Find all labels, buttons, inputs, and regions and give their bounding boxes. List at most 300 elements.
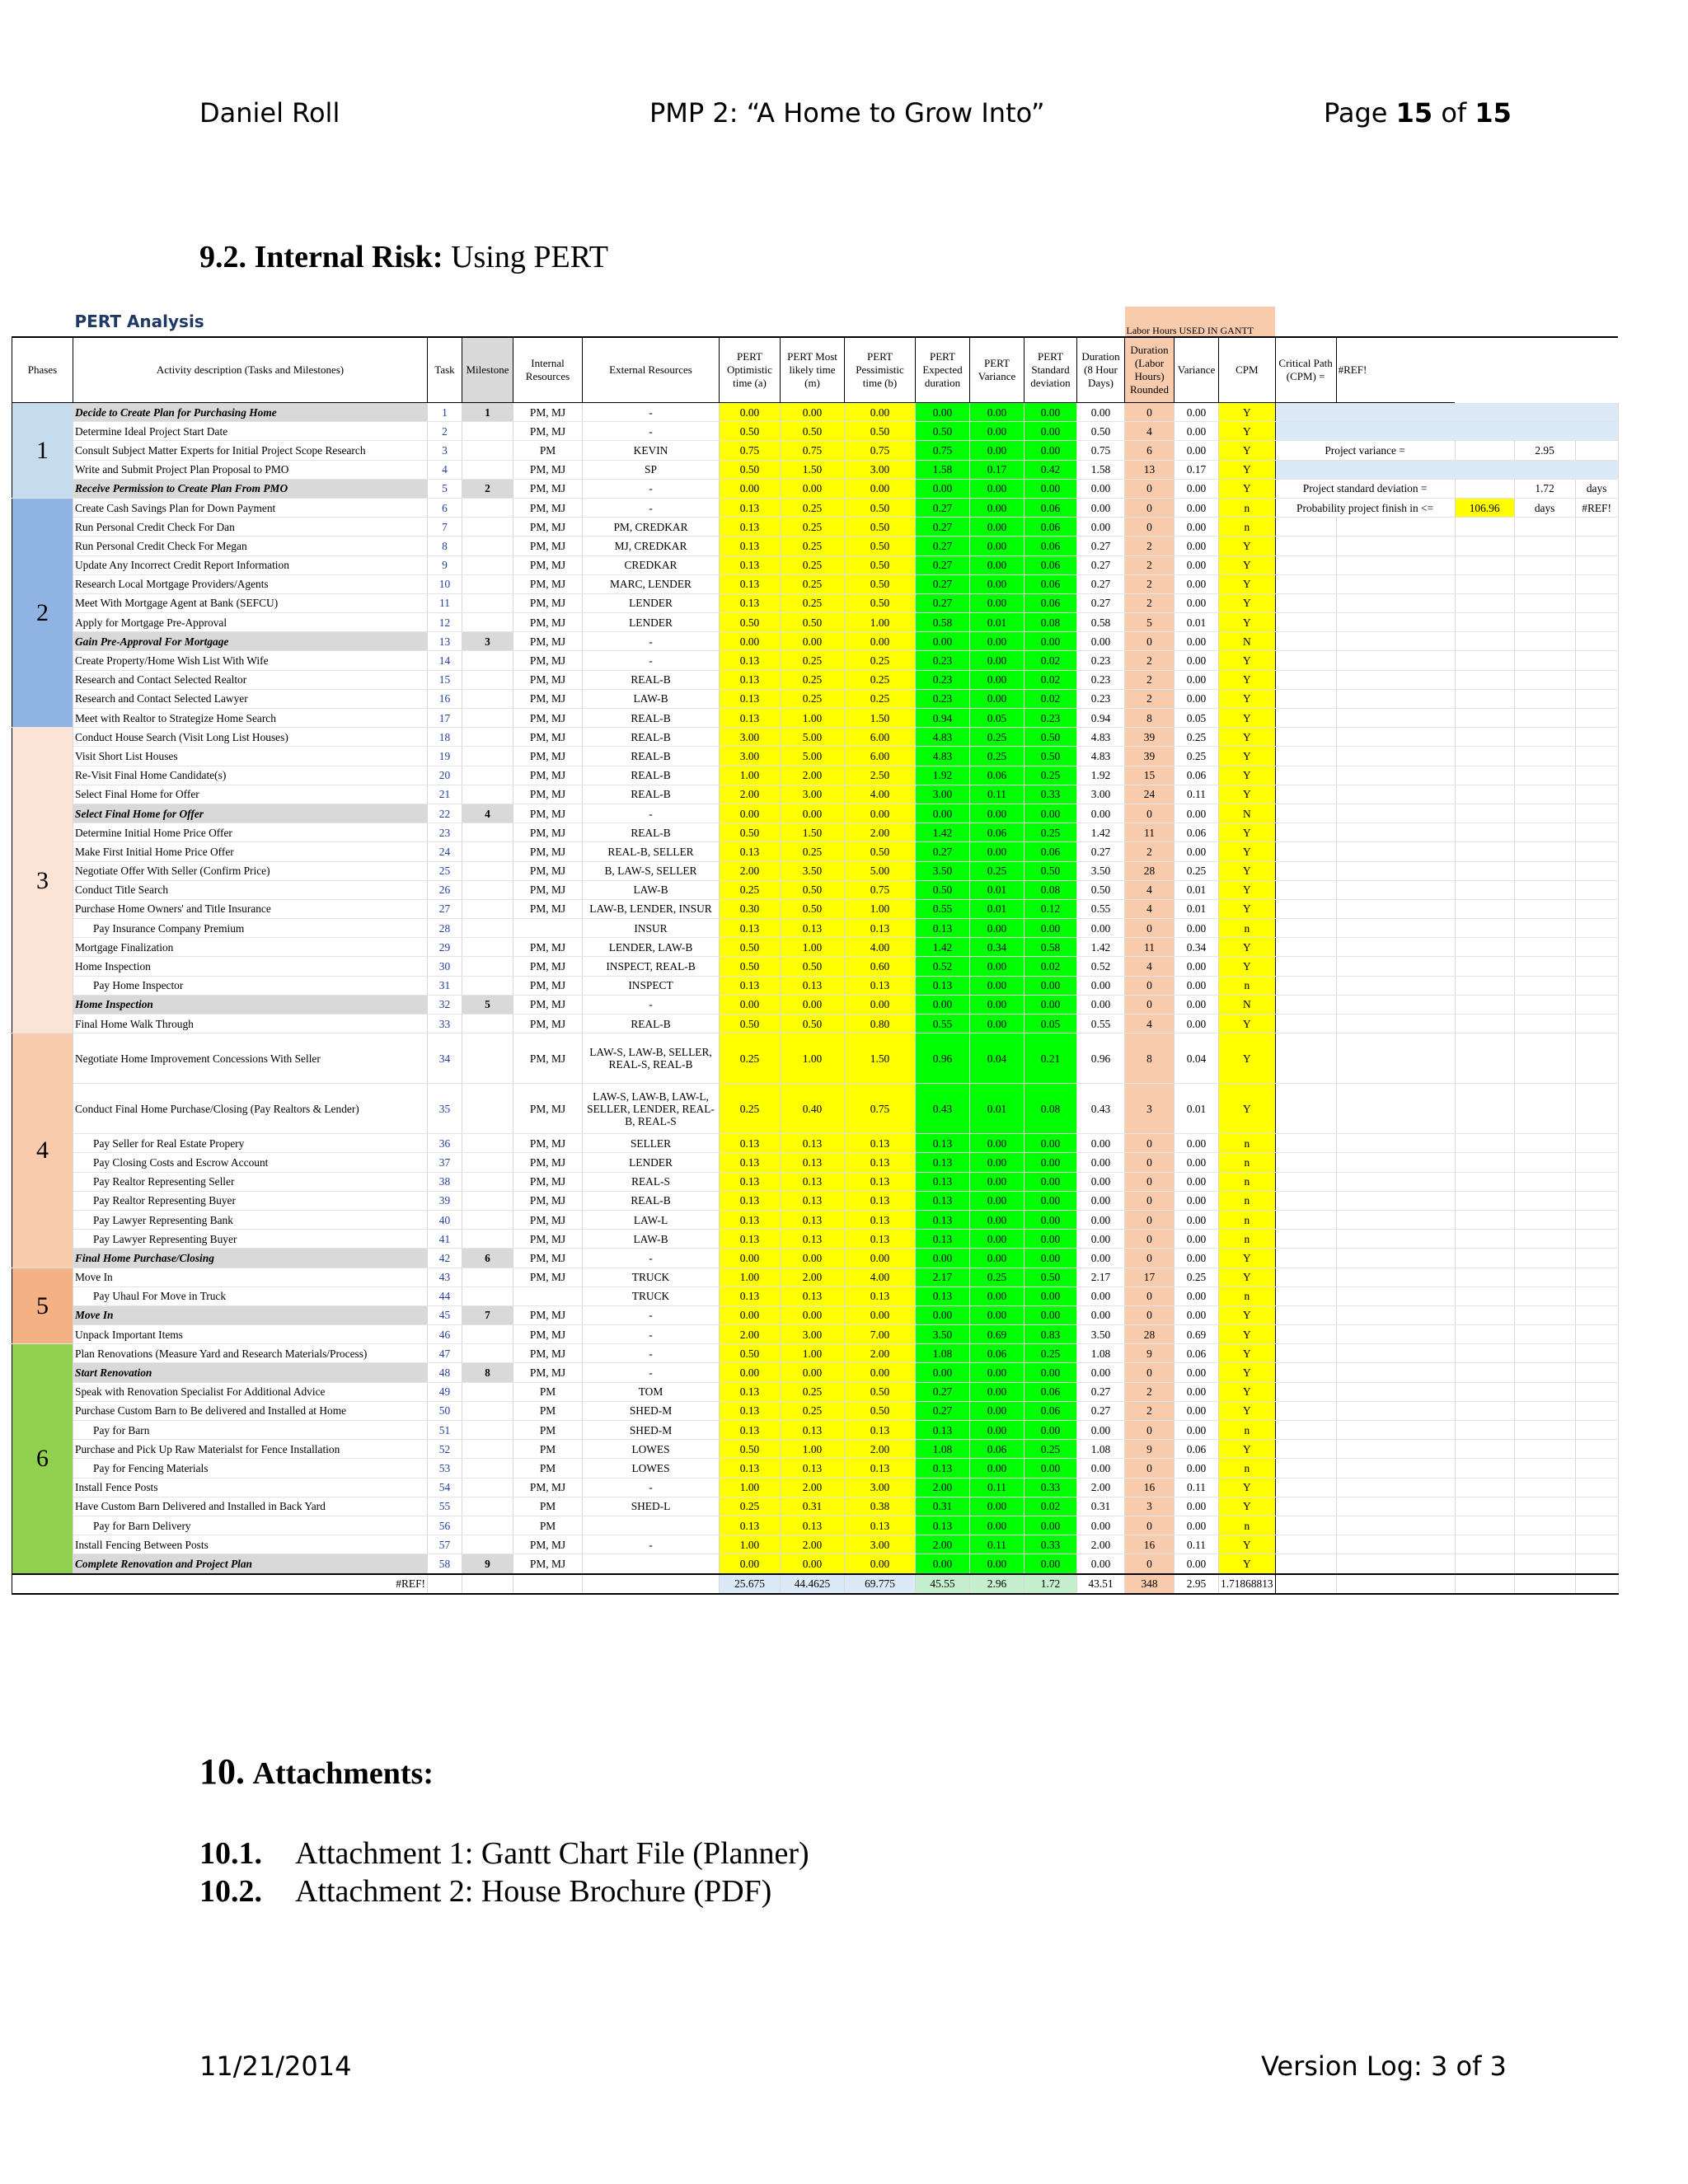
cell: TRUCK (583, 1286, 720, 1305)
cell: 0.25 (781, 518, 845, 537)
cell (1336, 1401, 1455, 1420)
cell: PM, MJ (513, 632, 583, 651)
cell: 0 (1125, 1134, 1175, 1153)
cell (1514, 1421, 1575, 1440)
cell (1575, 1497, 1618, 1516)
table-row (12, 766, 1619, 785)
activity-description: Meet With Mortgage Agent at Bank (SEFCU) (73, 593, 428, 612)
cell: Y (1219, 1249, 1276, 1268)
cell (1514, 337, 1575, 403)
cell (1575, 1172, 1618, 1191)
cell: 5.00 (845, 861, 916, 880)
cell (1514, 1516, 1575, 1535)
cell (1336, 938, 1455, 957)
cell: PM, MJ (513, 574, 583, 593)
cell: 0.21 (1025, 1033, 1077, 1084)
total-value: 44.4625 (781, 1574, 845, 1594)
cell (1275, 518, 1336, 537)
cell: 0.08 (1025, 880, 1077, 899)
cell (1455, 1382, 1514, 1401)
cell (1575, 1015, 1618, 1033)
pert-spreadsheet (12, 307, 1619, 1595)
cell (1455, 555, 1514, 574)
cell (1455, 747, 1514, 766)
cell: 1.00 (720, 766, 781, 785)
cell: 4.00 (845, 938, 916, 957)
cell (1455, 1015, 1514, 1033)
cell (462, 613, 513, 632)
cell (1275, 1421, 1336, 1440)
cell: 0.00 (720, 479, 781, 498)
cell: 0.00 (1025, 1172, 1077, 1191)
cell (1514, 880, 1575, 899)
cell: 0.31 (781, 1497, 845, 1516)
cell: n (1219, 1286, 1276, 1305)
table-row (12, 823, 1619, 842)
cell: 0.50 (845, 498, 916, 517)
cell: 3.00 (720, 747, 781, 766)
cell: 53 (428, 1459, 462, 1478)
cell: 0.00 (781, 1363, 845, 1382)
cell: 24 (428, 842, 462, 861)
cell: 0.13 (845, 1230, 916, 1249)
cell (1455, 1249, 1514, 1268)
cell: 0.30 (720, 899, 781, 918)
cell: 2.17 (916, 1268, 970, 1286)
cell: 0.50 (845, 574, 916, 593)
phase-label: 4 (12, 1033, 73, 1268)
header-project-title: PMP 2: “A Home to Grow Into” (649, 97, 1045, 129)
cell: 1.42 (916, 823, 970, 842)
column-header: Internal Resources (513, 337, 583, 403)
cell: 0.50 (845, 555, 916, 574)
cell (1455, 1459, 1514, 1478)
cell: 25 (428, 861, 462, 880)
cell (1336, 1497, 1455, 1516)
cell (462, 422, 513, 441)
days-label: days (1514, 498, 1575, 517)
cell: 0.00 (1175, 1363, 1219, 1382)
cell: - (583, 1363, 720, 1382)
cell: 0.55 (916, 899, 970, 918)
cell (462, 518, 513, 537)
cell: n (1219, 498, 1276, 517)
phase-label: 6 (12, 1344, 73, 1574)
cell: 0.25 (1025, 1440, 1077, 1459)
phase-label: 1 (12, 403, 73, 499)
cell (1514, 1210, 1575, 1229)
cell: 0.27 (1077, 1401, 1125, 1420)
cell (1514, 307, 1575, 337)
cell: 4.00 (845, 1268, 916, 1286)
cell: LENDER (583, 593, 720, 612)
cell: Y (1219, 728, 1276, 747)
cell: 0.50 (845, 593, 916, 612)
cell (513, 307, 583, 337)
cell: 0.00 (1175, 1516, 1219, 1535)
cell: 16 (428, 689, 462, 708)
cell (462, 460, 513, 479)
cell (1514, 1497, 1575, 1516)
activity-description: Visit Short List Houses (73, 747, 428, 766)
cell (462, 1516, 513, 1535)
cell: 8 (1125, 1033, 1175, 1084)
cell: 0.13 (845, 1172, 916, 1191)
table-row (12, 403, 1619, 422)
cell: 0.00 (970, 593, 1025, 612)
cell: 0.00 (1175, 555, 1219, 574)
attachment-1[interactable]: 10.1. Attachment 1: Gantt Chart File (Planner) (199, 1836, 809, 1871)
cell (1455, 1230, 1514, 1249)
cell (1275, 1268, 1336, 1286)
cell: 0.11 (970, 1535, 1025, 1554)
cell: 54 (428, 1478, 462, 1497)
activity-description: Install Fence Posts (73, 1478, 428, 1497)
cell: 0.00 (845, 804, 916, 823)
cell: 0.00 (781, 1305, 845, 1324)
cell: 0.00 (1175, 593, 1219, 612)
cell (1275, 1554, 1336, 1574)
cell: 19 (428, 747, 462, 766)
table-row (12, 747, 1619, 766)
activity-description: Research and Contact Selected Realtor (73, 670, 428, 689)
cell: LENDER (583, 1153, 720, 1172)
cell: 0 (1125, 1249, 1175, 1268)
cell: 0.00 (970, 995, 1025, 1014)
cell: Y (1219, 651, 1276, 670)
cell (1275, 1305, 1336, 1324)
cell: 0.00 (1175, 804, 1219, 823)
cell (1336, 1286, 1455, 1305)
cell (1455, 1401, 1514, 1420)
cell: 0.25 (781, 1401, 845, 1420)
cell: 0.13 (720, 1230, 781, 1249)
cell (1514, 938, 1575, 957)
activity-description: Decide to Create Plan for Purchasing Home (73, 403, 428, 422)
cell: 0.75 (845, 441, 916, 460)
cell (1336, 957, 1455, 976)
cell (1575, 728, 1618, 747)
cell: 0.00 (781, 1554, 845, 1574)
cell: 0.13 (720, 919, 781, 938)
cell: 0.25 (1175, 747, 1219, 766)
cell (1336, 537, 1455, 555)
cell (1336, 574, 1455, 593)
cell: 40 (428, 1210, 462, 1229)
cell: 0.00 (1175, 1153, 1219, 1172)
total-value: 2.96 (970, 1574, 1025, 1594)
cell: Y (1219, 441, 1276, 460)
activity-description: Research Local Mortgage Providers/Agents (73, 574, 428, 593)
table-row (12, 1554, 1619, 1574)
cell: 0.27 (916, 1382, 970, 1401)
cell: 2.00 (781, 1478, 845, 1497)
cell: 0.00 (1077, 1554, 1125, 1574)
cell: 0.23 (1077, 689, 1125, 708)
cell: 0.80 (845, 1015, 916, 1033)
cell: 0.00 (1025, 441, 1077, 460)
cell (1336, 976, 1455, 995)
cell: 0.00 (720, 403, 781, 422)
cell: 0.00 (970, 537, 1025, 555)
cell (428, 307, 462, 337)
cell: 0.25 (845, 670, 916, 689)
column-header: Milestone (462, 337, 513, 403)
cell: 30 (428, 957, 462, 976)
table-row (12, 537, 1619, 555)
cell: 0.55 (1077, 1015, 1125, 1033)
cell: 0.25 (970, 861, 1025, 880)
totals-row (12, 1574, 1619, 1594)
cell (513, 1286, 583, 1305)
cell: 0.04 (970, 1033, 1025, 1084)
cell: 0.00 (916, 1249, 970, 1268)
cell: 0.00 (1025, 1210, 1077, 1229)
activity-description: Update Any Incorrect Credit Report Information (73, 555, 428, 574)
cell: 0.13 (781, 1516, 845, 1535)
activity-description: Purchase Home Owners' and Title Insurance (73, 899, 428, 918)
cell (1575, 1459, 1618, 1478)
cell: PM, MJ (513, 479, 583, 498)
cell: PM (513, 1459, 583, 1478)
cell: 0.00 (1175, 1172, 1219, 1191)
cell: 0.00 (916, 632, 970, 651)
attachment-2[interactable]: 10.2. Attachment 2: House Brochure (PDF) (199, 1874, 772, 1909)
cell: 0.25 (720, 1497, 781, 1516)
cell: 0.00 (970, 670, 1025, 689)
activity-description: Plan Renovations (Measure Yard and Research Materials/Process) (73, 1344, 428, 1363)
cell (1275, 1325, 1336, 1344)
cell: 52 (428, 1440, 462, 1459)
cell: 0.50 (845, 1401, 916, 1420)
activity-description: Gain Pre-Approval For Mortgage (73, 632, 428, 651)
cell: 0.34 (970, 938, 1025, 957)
cell (1575, 1325, 1618, 1344)
cell: 0.31 (1077, 1497, 1125, 1516)
activity-description: Make First Initial Home Price Offer (73, 842, 428, 861)
cell: 0.33 (1025, 1478, 1077, 1497)
cell (1455, 709, 1514, 728)
cell (1275, 823, 1336, 842)
cell (1275, 574, 1336, 593)
cell (916, 307, 970, 337)
activity-description: Move In (73, 1305, 428, 1324)
cell (462, 1033, 513, 1084)
cell: 0.06 (1175, 766, 1219, 785)
cell: 0.00 (1025, 919, 1077, 938)
cell: - (583, 403, 720, 422)
cell (1575, 1574, 1618, 1594)
cell: 0.50 (1077, 880, 1125, 899)
cell (1336, 1268, 1455, 1286)
cell (1575, 1421, 1618, 1440)
cell: PM, MJ (513, 1325, 583, 1344)
cell: 5.00 (781, 728, 845, 747)
cell (1275, 938, 1336, 957)
cell: LAW-B (583, 880, 720, 899)
cell (1514, 651, 1575, 670)
activity-description: Conduct House Search (Visit Long List Houses) (73, 728, 428, 747)
cell: 0.13 (781, 1459, 845, 1478)
table-row (12, 919, 1619, 938)
cell: MJ, CREDKAR (583, 537, 720, 555)
cell: 17 (1125, 1268, 1175, 1286)
cell: 0.06 (970, 766, 1025, 785)
cell: 0.00 (1175, 441, 1219, 460)
activity-description: Final Home Purchase/Closing (73, 1249, 428, 1268)
section-10-heading: 10. Attachments: (199, 1751, 434, 1792)
cell: LOWES (583, 1440, 720, 1459)
cell: 2.00 (781, 1268, 845, 1286)
cell (1455, 1153, 1514, 1172)
cell: 4.83 (916, 747, 970, 766)
table-row (12, 976, 1619, 995)
cell: 0.00 (970, 1015, 1025, 1033)
cell (1455, 804, 1514, 823)
cell (1455, 976, 1514, 995)
cell: 0.00 (970, 632, 1025, 651)
cell: 0.13 (916, 1516, 970, 1535)
cell (1514, 861, 1575, 880)
cell: Y (1219, 861, 1276, 880)
cell: 0.00 (1175, 1401, 1219, 1420)
cell (1514, 1033, 1575, 1084)
cell: 14 (428, 651, 462, 670)
cell (1514, 1305, 1575, 1324)
cell: 0.06 (970, 1344, 1025, 1363)
activity-description: Pay for Barn (73, 1421, 428, 1440)
column-header: Task (428, 337, 462, 403)
table-row (12, 422, 1619, 441)
activity-description: Pay Realtor Representing Seller (73, 1172, 428, 1191)
cell: 0.13 (916, 919, 970, 938)
cell (462, 1344, 513, 1363)
cell (1275, 1497, 1336, 1516)
cell (1575, 747, 1618, 766)
cell: 0.04 (1175, 1033, 1219, 1084)
cell: 0.00 (970, 1172, 1025, 1191)
cell: 2 (1125, 670, 1175, 689)
cell: 0.13 (720, 518, 781, 537)
cell (1455, 651, 1514, 670)
cell: 0.00 (1025, 1363, 1077, 1382)
table-row (12, 1459, 1619, 1478)
cell: Y (1219, 537, 1276, 555)
cell (1575, 670, 1618, 689)
project-std-dev-label: Project standard deviation = (1275, 479, 1455, 498)
cell: LENDER (583, 613, 720, 632)
cell (462, 537, 513, 555)
cell: 1.08 (916, 1440, 970, 1459)
cell: 0.00 (1175, 976, 1219, 995)
cell (1455, 919, 1514, 938)
cell (1336, 1210, 1455, 1229)
cell: 0.13 (781, 1230, 845, 1249)
column-header: Duration (8 Hour Days) (1077, 337, 1125, 403)
cell: 0.00 (1175, 1497, 1219, 1516)
cell: 0.50 (781, 613, 845, 632)
cell: 0.00 (1175, 995, 1219, 1014)
cell: 0 (1125, 1363, 1175, 1382)
cell: 0.55 (916, 1015, 970, 1033)
cell (1336, 1554, 1455, 1574)
cell (462, 938, 513, 957)
table-row (12, 709, 1619, 728)
cell: 3 (1125, 1084, 1175, 1134)
cell (1514, 1554, 1575, 1574)
total-value: 2.95 (1175, 1574, 1219, 1594)
cell: Y (1219, 766, 1276, 785)
cell: 24 (1125, 785, 1175, 804)
cell: PM (513, 1440, 583, 1459)
cell: REAL-B (583, 709, 720, 728)
cell: 0.01 (970, 899, 1025, 918)
cell: 0.27 (916, 555, 970, 574)
cell (1336, 613, 1455, 632)
cell: 0.05 (970, 709, 1025, 728)
cell: 0.05 (1175, 709, 1219, 728)
cell: KEVIN (583, 441, 720, 460)
cell: 27 (428, 899, 462, 918)
cell: 37 (428, 1153, 462, 1172)
cell: 2.00 (1077, 1478, 1125, 1497)
cell: 3 (462, 632, 513, 651)
cell: 4 (462, 804, 513, 823)
cell (462, 555, 513, 574)
cell: 1.42 (916, 938, 970, 957)
cell: 0.00 (1025, 1305, 1077, 1324)
cell: 0.00 (1175, 919, 1219, 938)
cell: 0.00 (1077, 1230, 1125, 1249)
cell: 0.96 (1077, 1033, 1125, 1084)
cell: 3.00 (781, 785, 845, 804)
cell (1275, 593, 1336, 612)
cell: SP (583, 460, 720, 479)
column-header: PERT Standard deviation (1025, 337, 1077, 403)
cell (1275, 1286, 1336, 1305)
cell (1575, 651, 1618, 670)
cell: 0.13 (845, 976, 916, 995)
cell (1336, 1172, 1455, 1191)
cell: 0.01 (1175, 613, 1219, 632)
cell: 0.75 (720, 441, 781, 460)
cell: 4.83 (1077, 728, 1125, 747)
cell (1514, 842, 1575, 861)
cell: 1.00 (720, 1535, 781, 1554)
cell (462, 307, 513, 337)
cell (1575, 1230, 1618, 1249)
cell: 0.00 (1025, 1134, 1077, 1153)
cell: 0.25 (781, 498, 845, 517)
cell: 0.58 (916, 613, 970, 632)
cell: LOWES (583, 1459, 720, 1478)
cell (1275, 689, 1336, 708)
cell: 50 (428, 1401, 462, 1420)
table-row (12, 1268, 1619, 1286)
cell: 0.06 (1175, 1440, 1219, 1459)
cell: 0 (1125, 995, 1175, 1014)
cell: Y (1219, 1497, 1276, 1516)
cell: 41 (428, 1230, 462, 1249)
cell: 0.06 (1025, 574, 1077, 593)
cell: 0.50 (781, 1015, 845, 1033)
cell: 0.02 (1025, 689, 1077, 708)
cell: 0.00 (1175, 1554, 1219, 1574)
cell: 5 (1125, 613, 1175, 632)
cell: 0.00 (845, 1554, 916, 1574)
cell (1514, 728, 1575, 747)
cell (1336, 1134, 1455, 1153)
